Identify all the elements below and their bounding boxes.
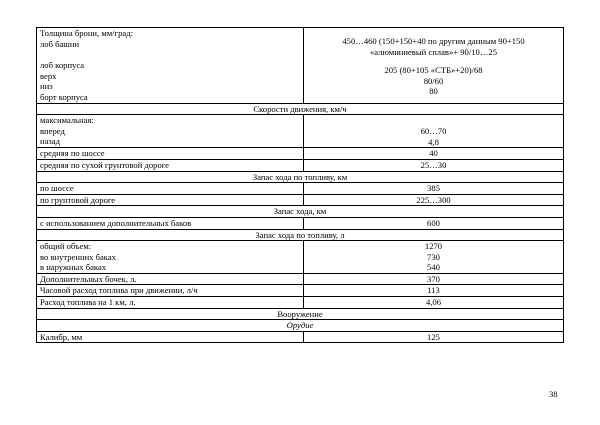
hull-front-label: лоб корпуса: [40, 60, 85, 71]
armament-section-heading: Вооружение: [37, 308, 564, 320]
extra-barrels-label: Дополнительных бочек, л.: [37, 273, 304, 285]
external-tanks-label: в наружных баках: [40, 262, 107, 273]
fuel-section-heading: Запас хода по топливу, л: [37, 229, 564, 241]
range-extra-tanks-label: с использованием дополнительных баков: [37, 217, 304, 229]
per-km-consumption-row: [37, 297, 564, 309]
armor-values-cell: [304, 28, 564, 104]
range-highway-value: 385: [304, 183, 564, 195]
range-extra-tanks-value: 600: [304, 217, 564, 229]
gun-subsection-heading: Орудие: [37, 320, 564, 332]
speed-max-labels: [37, 115, 304, 148]
internal-tanks-value: 730: [427, 251, 440, 262]
internal-tanks-label: во внутренних баках: [40, 251, 116, 262]
fuel-volume-values: [304, 241, 564, 274]
armor-row: [37, 28, 564, 104]
range-dirt-row: [37, 194, 564, 206]
extra-barrels-row: [37, 273, 564, 285]
range-dirt-value: 225…300: [304, 194, 564, 206]
reverse-value: 4,8: [428, 136, 439, 147]
gun-subsection-row: [37, 320, 564, 332]
turret-front-value-line2: «алюминиевый сплав»+ 90/10…25: [369, 46, 498, 57]
avg-dirt-row: [37, 159, 564, 171]
reverse-label: назад: [40, 136, 60, 147]
total-volume-label: общий объем:: [40, 241, 92, 252]
armament-section-row: [37, 308, 564, 320]
hull-lower-value: 80/60: [423, 75, 444, 86]
turret-front-value-line1: 450…460 (150+150+40 по другим данным 90+150: [342, 36, 525, 46]
range-extra-tanks-row: [37, 217, 564, 229]
fuel-volume-labels: [37, 241, 304, 274]
total-volume-value: 1270: [424, 241, 443, 252]
speed-section-heading: Скорости движения, км/ч: [37, 103, 564, 115]
per-km-consumption-label: Расход топлива на 1 км, л.: [37, 297, 304, 309]
max-speed-label: максимальная:: [40, 115, 94, 126]
armor-labels-cell: [37, 28, 304, 104]
hull-upper-label: верх: [40, 70, 57, 81]
range-highway-label: по шоссе: [37, 183, 304, 195]
page-number: 38: [549, 389, 558, 399]
range-dirt-label: по грунтовой дороге: [37, 194, 304, 206]
per-km-consumption-value: 4,06: [304, 297, 564, 309]
avg-highway-value: 40: [304, 148, 564, 160]
speed-max-values: [304, 115, 564, 148]
hourly-consumption-row: [37, 285, 564, 297]
forward-value: 60…70: [420, 126, 447, 137]
range-section-heading: Запас хода, км: [37, 206, 564, 218]
hourly-consumption-label: Часовой расход топлива при движении, л/ч: [37, 285, 304, 297]
extra-barrels-value: 370: [304, 273, 564, 285]
range-fuel-section-row: [37, 171, 564, 183]
caliber-value: 125: [304, 331, 564, 343]
hull-side-label: борт корпуса: [40, 91, 88, 102]
caliber-row: [37, 331, 564, 343]
fuel-section-row: [37, 229, 564, 241]
specification-table: [36, 27, 564, 343]
armor-header: Толщина брони, мм/град:: [40, 28, 133, 38]
range-section-row: [37, 206, 564, 218]
avg-highway-label: средняя по шоссе: [37, 148, 304, 160]
fuel-volume-row: [37, 241, 564, 274]
turret-front-label: лоб башни: [40, 38, 80, 49]
range-fuel-section-heading: Запас хода по топливу, км: [37, 171, 564, 183]
avg-dirt-value: 25…30: [304, 159, 564, 171]
speed-max-row: [37, 115, 564, 148]
speed-section-row: [37, 103, 564, 115]
hull-side-value: 80: [429, 86, 438, 97]
forward-label: вперед: [40, 125, 65, 136]
avg-highway-row: [37, 148, 564, 160]
avg-dirt-label: средняя по сухой грунтовой дороге: [37, 159, 304, 171]
external-tanks-value: 540: [427, 262, 440, 273]
hull-lower-label: низ: [40, 81, 53, 92]
range-highway-row: [37, 183, 564, 195]
hourly-consumption-value: 113: [304, 285, 564, 297]
hull-upper-value: 205 (80+105 «СТБ»+20)/68: [384, 65, 483, 76]
caliber-label: Калибр, мм: [37, 331, 304, 343]
